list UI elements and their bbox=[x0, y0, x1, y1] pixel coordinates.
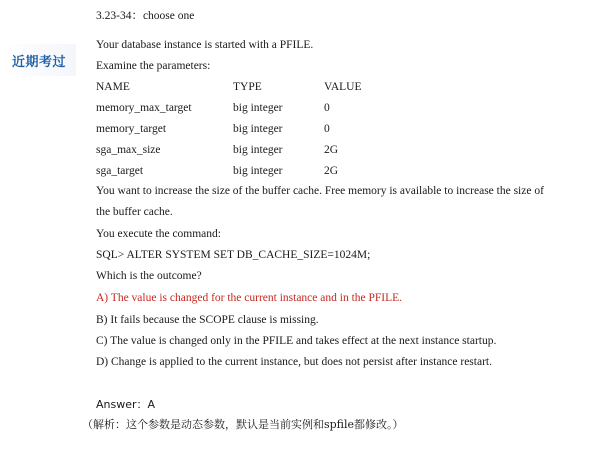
table-header-value: VALUE bbox=[324, 81, 362, 93]
table-row-name: memory_max_target bbox=[96, 102, 192, 114]
question-prompt: Which is the outcome? bbox=[96, 270, 202, 282]
table-row-type: big integer bbox=[233, 123, 283, 135]
option-d: D) Change is applied to the current instance, but does not persist after instance restart. bbox=[96, 356, 492, 368]
question-header: 3.23-34：choose one bbox=[96, 10, 195, 22]
badge-label: 近期考过 bbox=[11, 54, 66, 70]
table-row-type: big integer bbox=[233, 165, 283, 177]
analysis-note: （解析：这个参数是动态参数，默认是当前实例和spfile都修改。） bbox=[82, 418, 404, 431]
table-row-type: big integer bbox=[233, 102, 283, 114]
execute-label: You execute the command: bbox=[96, 228, 221, 240]
table-row-type: big integer bbox=[233, 144, 283, 156]
table-row-value: 0 bbox=[324, 102, 330, 114]
option-a-correct: A) The value is changed for the current instance and in the PFILE. bbox=[96, 292, 403, 304]
table-header-type: TYPE bbox=[233, 81, 262, 93]
answer-label: Answer：A bbox=[96, 398, 156, 411]
table-header-name: NAME bbox=[96, 81, 130, 93]
recently-tested-badge bbox=[2, 44, 76, 76]
question-context: You want to increase the size of the buffer cache. Free memory is available to increase the size of the buffer cache. bbox=[96, 185, 544, 218]
table-row-value: 2G bbox=[324, 144, 339, 156]
table-row-value: 2G bbox=[324, 165, 339, 177]
option-b: B) It fails because the SCOPE clause is missing. bbox=[96, 314, 319, 326]
table-row-name: sga_max_size bbox=[96, 144, 161, 156]
sql-command: SQL> ALTER SYSTEM SET DB_CACHE_SIZE=1024M; bbox=[96, 249, 371, 261]
question-intro: Your database instance is started with a PFILE. bbox=[96, 39, 314, 51]
table-row-value: 0 bbox=[324, 123, 330, 135]
option-c: C) The value is changed only in the PFILE and takes effect at the next instance startup. bbox=[96, 335, 497, 347]
examine-label: Examine the parameters: bbox=[96, 60, 211, 72]
table-row-name: memory_target bbox=[96, 123, 167, 135]
table-row-name: sga_target bbox=[96, 165, 144, 177]
